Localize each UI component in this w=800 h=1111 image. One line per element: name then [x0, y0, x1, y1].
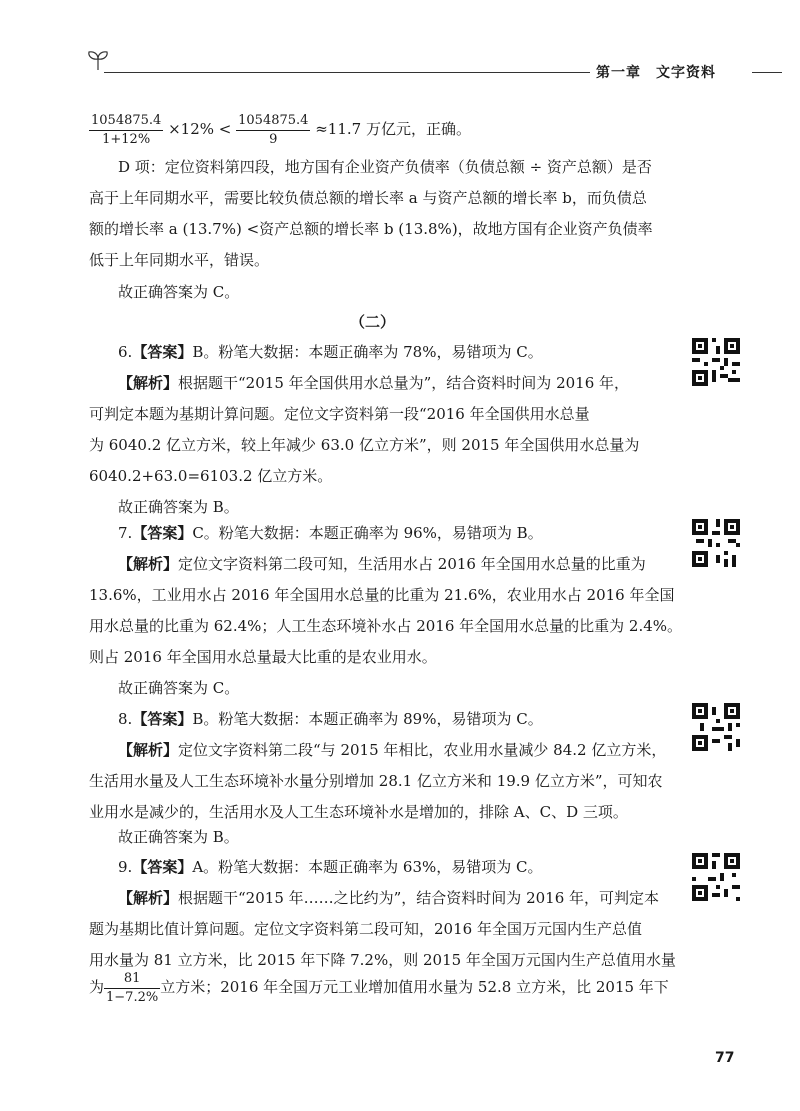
q9-analysis-line: 用水量为 81 立方米，比 2015 年下降 7.2%，则 2015 年全国万元国内生产总值用水量 — [89, 951, 676, 969]
analysis-text: 定位文字资料第二段可知，生活用水占 2016 年全国用水总量的比重为 — [178, 555, 646, 573]
q8-analysis-line — [118, 739, 666, 760]
fraction-numerator: 1054875.4 — [236, 112, 310, 131]
question-number: 8. — [118, 710, 133, 728]
answer-text: B。粉笔大数据：本题正确率为 78%，易错项为 C。 — [192, 343, 543, 361]
q7-analysis-line: 13.6%，工业用水占 2016 年全国用水总量的比重为 21.6%，农业用水占 2016 年全国 — [89, 586, 675, 604]
analysis-text: 定位文字资料第二段“与 2015 年相比，农业用水量减少 84.2 亿立方米， — [178, 741, 667, 759]
text-fragment: 立方米；2016 年全国万元工业增加值用水量为 52.8 立方米，比 2015 年下 — [160, 978, 669, 997]
q7-conclusion: 故正确答案为 C。 — [118, 679, 240, 697]
q6-analysis-line: 为 6040.2 亿立方米，较上年减少 63.0 亿立方米”，则 2015 年全国供用水总量为 — [89, 436, 640, 454]
formula-operator: ×12% < — [168, 120, 232, 139]
q8-conclusion: 故正确答案为 B。 — [118, 828, 239, 846]
q9-analysis-line: 题为基期比值计算问题。定位文字资料第二段可知，2016 年全国万元国内生产总值 — [89, 920, 642, 938]
fraction-denominator: 1−7.2% — [106, 989, 159, 1005]
fraction-denominator: 1+12% — [102, 131, 151, 147]
formula-line — [89, 112, 471, 148]
fraction — [104, 970, 160, 1006]
qr-code-icon[interactable] — [692, 703, 740, 751]
answer-text: C。粉笔大数据：本题正确率为 96%，易错项为 B。 — [192, 524, 543, 542]
question-number: 7. — [118, 524, 133, 542]
q9-analysis-line — [118, 887, 659, 908]
answer-tag: 【答案】 — [132, 524, 193, 542]
q9-formula-line — [89, 970, 669, 1006]
question-number: 6. — [118, 343, 133, 361]
q6-analysis-line — [118, 372, 629, 393]
q6-answer-line — [118, 341, 543, 362]
analysis-text: 根据题干“2015 年全国供用水总量为”，结合资料时间为 2016 年， — [178, 374, 630, 392]
fraction — [89, 112, 163, 148]
question-number: 9. — [118, 858, 133, 876]
formula-result: ≈11.7 万亿元，正确。 — [315, 120, 471, 139]
analysis-tag: 【解析】 — [118, 741, 179, 759]
q6-analysis-line: 可判定本题为基期计算问题。定位文字资料第一段“2016 年全国供用水总量 — [89, 405, 590, 423]
q9-answer-line — [118, 856, 543, 877]
answer-tag: 【答案】 — [132, 858, 193, 876]
answer-tag: 【答案】 — [132, 343, 193, 361]
q8-analysis-line: 业用水是减少的，生活用水及人工生态环境补水是增加的，排除 A、C、D 三项。 — [89, 803, 628, 821]
page-number: 77 — [715, 1050, 735, 1066]
analysis-tag: 【解析】 — [118, 374, 179, 392]
q7-analysis-line — [118, 553, 646, 574]
qr-code-icon[interactable] — [692, 338, 740, 386]
header-rule-left — [104, 72, 590, 73]
section-title: （二） — [350, 313, 396, 331]
d-item-line: 高于上年同期水平，需要比较负债总额的增长率 a 与资产总额的增长率 b，而负债总 — [89, 189, 647, 207]
answer-tag: 【答案】 — [132, 710, 193, 728]
qr-code-icon[interactable] — [692, 853, 740, 901]
fraction-denominator: 9 — [269, 131, 278, 147]
answer-text: B。粉笔大数据：本题正确率为 89%，易错项为 C。 — [192, 710, 543, 728]
analysis-text: 根据题干“2015 年……之比约为”，结合资料时间为 2016 年，可判定本 — [178, 889, 660, 907]
q8-answer-line — [118, 708, 543, 729]
answer-text: A。粉笔大数据：本题正确率为 63%，易错项为 C。 — [192, 858, 543, 876]
analysis-tag: 【解析】 — [118, 555, 179, 573]
q6-analysis-line: 6040.2+63.0=6103.2 亿立方米。 — [89, 467, 333, 485]
q7-analysis-line: 用水总量的比重为 62.4%；人工生态环境补水占 2016 年全国用水总量的比重为 2.4%。 — [89, 617, 683, 635]
text-fragment: 为 — [89, 978, 105, 997]
analysis-tag: 【解析】 — [118, 889, 179, 907]
qr-code-icon[interactable] — [692, 519, 740, 567]
chapter-header: 第一章 文字资料 — [596, 65, 716, 81]
leaf-sprout-icon — [86, 50, 110, 72]
answer-conclusion: 故正确答案为 C。 — [118, 283, 240, 301]
d-item-line: D 项：定位资料第四段，地方国有企业资产负债率（负债总额 ÷ 资产总额）是否 — [118, 158, 652, 176]
q8-analysis-line: 生活用水量及人工生态环境补水量分别增加 28.1 亿立方米和 19.9 亿立方米”，可知农 — [89, 772, 663, 790]
fraction-numerator: 1054875.4 — [89, 112, 163, 131]
d-item-line: 额的增长率 a (13.7%) <资产总额的增长率 b (13.8%)，故地方国有企业资产负债率 — [89, 220, 653, 238]
q7-analysis-line: 则占 2016 年全国用水总量最大比重的是农业用水。 — [89, 648, 437, 666]
fraction — [236, 112, 310, 148]
q7-answer-line — [118, 522, 543, 543]
d-item-line: 低于上年同期水平，错误。 — [89, 251, 270, 269]
header-rule-right — [752, 72, 782, 73]
q6-conclusion: 故正确答案为 B。 — [118, 498, 239, 516]
fraction-numerator: 81 — [104, 970, 160, 989]
